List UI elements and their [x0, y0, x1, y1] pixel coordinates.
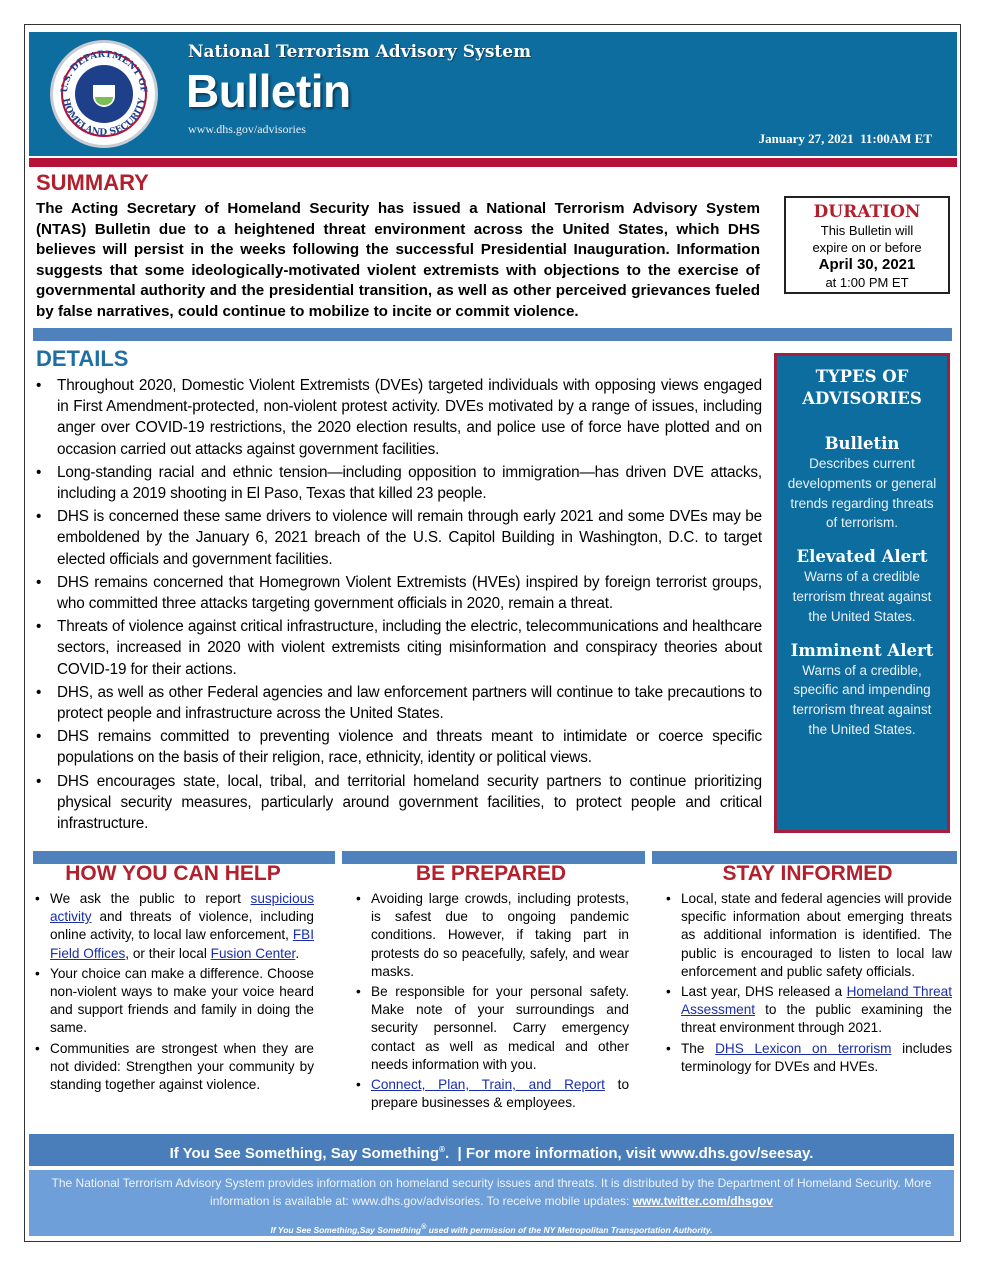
help-item: • We ask the public to report suspicious activity and threats of violence, including online activity, to local law enforcement, FBI Field Offices, or their local Fusion Center. — [32, 890, 314, 963]
help-item: • Your choice can make a difference. Choose non-violent ways to make your voice heard and support friends and family in doing the same. — [32, 965, 314, 1038]
details-list — [36, 375, 762, 836]
duration-line1: This Bulletin will — [820, 223, 914, 238]
details-item: • DHS, as well as other Federal agencies and law enforcement partners will continue to take precautions to protect people and infrastructure across the United States. — [36, 682, 762, 724]
homeland-threat-assessment-link[interactable]: Homeland Threat Assessment — [681, 984, 952, 1018]
types-of-advisories-box — [774, 353, 950, 833]
svg-text:U.S. DEPARTMENT OF: U.S. DEPARTMENT OF — [59, 49, 149, 94]
advisory-type-desc: Warns of a credible, specific and impending terrorism threat against the United States. — [792, 662, 932, 737]
svg-text:HOMELAND SECURITY: HOMELAND SECURITY — [60, 97, 148, 139]
details-item: • DHS encourages state, local, tribal, and territorial homeland security partners to continue prioritizing physical security measures, particularly around government facilities, to protect people and critical infrastructure. — [36, 771, 762, 835]
advisories-url[interactable]: www.dhs.gov/advisories — [188, 122, 306, 136]
advisory-type-desc: Describes current developments or general trends regarding threats of terrorism. — [787, 456, 937, 531]
system-name: National Terrorism Advisory System — [188, 42, 532, 62]
advisory-type-name: Imminent Alert — [790, 640, 934, 660]
permission-note: If You See Something,Say Something® used with permission of the NY Metropolitan Transportation Authority. — [270, 1223, 713, 1235]
types-heading-line2: ADVISORIES — [802, 389, 922, 408]
advisory-type-name: Elevated Alert — [796, 547, 928, 567]
help-item: • Communities are strongest when they are not divided: Strengthen your community by standing together against violence. — [32, 1040, 314, 1095]
see-something-banner: If You See Something, Say Something®. | For more information, visit www.dhs.gov/seesay. — [29, 1134, 954, 1166]
fusion-center-link[interactable]: Fusion Center — [210, 945, 296, 961]
duration-line2: expire on or before — [812, 240, 922, 255]
prepared-item: • Avoiding large crowds, including protests, is safest due to ongoing pandemic conditions. However, if taking part in protests do so peacefully, safely, and wear masks. — [353, 890, 629, 981]
advisory-type-desc: Warns of a credible terrorism threat against the United States. — [792, 569, 932, 624]
informed-heading: STAY INFORMED — [722, 862, 893, 885]
prepared-heading: BE PREPARED — [415, 862, 567, 885]
issue-date: January 27, 2021 11:00AM ET — [758, 131, 932, 146]
prepared-item: • Be responsible for your personal safety. Make note of your surroundings and security personnel. Carry emergency contact as well as medical and other needs information with you. — [353, 983, 629, 1074]
prepared-item: • Connect, Plan, Train, and Report to prepare businesses & employees. — [353, 1076, 629, 1112]
bulletin-title: Bulletin — [186, 65, 351, 117]
details-item: • DHS is concerned these same drivers to violence will remain through early 2021 and some DVEs may be emboldened by the January 6, 2021 breach of the U.S. Capitol Building in Washington, D.C. to target elected officials and government facilities. — [36, 506, 762, 570]
summary-heading: SUMMARY — [36, 170, 149, 195]
details-item: • Throughout 2020, Domestic Violent Extremists (DVEs) targeted individuals with opposing views engaged in First Amendment-protected, non-violent protest activity. DVEs motivated by a range of issues, including anger over COVID-19 restrictions, the 2020 election results, and police use of force have plotted and on occasion carried out attacks against government facilities. — [36, 375, 762, 460]
how-you-can-help-section — [32, 862, 314, 1096]
expiry-time: at 1:00 PM ET — [825, 275, 909, 290]
types-heading-line1: TYPES OF — [815, 367, 909, 386]
stay-informed-section — [663, 862, 952, 1078]
dhs-lexicon-link[interactable]: DHS Lexicon on terrorism — [715, 1040, 892, 1056]
details-heading: DETAILS — [36, 346, 129, 371]
dhs-seal-icon — [50, 40, 158, 148]
details-item: • DHS remains concerned that Homegrown Violent Extremists (HVEs) inspired by foreign terrorist groups, who committed three attacks targeting government officials in 2020, remain a threat. — [36, 572, 762, 614]
details-item: • DHS remains committed to preventing violence and threats meant to intimidate or coerce specific populations on the basis of their religion, race, ethnicity, identity or political views. — [36, 726, 762, 768]
be-prepared-section — [353, 862, 629, 1114]
advisory-type-name: Bulletin — [824, 434, 900, 453]
header-red-bar — [29, 158, 957, 167]
informed-item: • Last year, DHS released a Homeland Threat Assessment to the public examining the threat environment through 2021. — [663, 983, 952, 1038]
duration-heading: DURATION — [813, 202, 921, 222]
duration-box — [784, 196, 950, 294]
connect-plan-train-report-link[interactable]: Connect, Plan, Train, and Report — [371, 1077, 605, 1093]
footer-text: The National Terrorism Advisory System provides information on homeland security issues and threats. It is distributed by the Department of Homeland Security. More information is available at: www.dhs.gov/advisories. To receive mobile updates: — [51, 1176, 932, 1208]
fbi-field-offices-link[interactable]: FBI Field Offices — [50, 927, 314, 961]
twitter-link[interactable]: www.twitter.com/dhsgov — [632, 1194, 773, 1208]
footer-info — [29, 1170, 954, 1236]
details-item: • Long-standing racial and ethnic tension—including opposition to immigration—has driven DVE attacks, including a 2019 shooting in El Paso, Texas that killed 23 people. — [36, 462, 762, 504]
divider-bar — [33, 328, 952, 341]
details-item: • Threats of violence against critical infrastructure, including the electric, telecommunications and healthcare sectors, increased in 2020 with violent extremists citing misinformation and conspiracy theories about COVID-19 for their actions. — [36, 616, 762, 680]
suspicious-activity-link[interactable]: suspicious activity — [50, 891, 314, 925]
summary-text: The Acting Secretary of Homeland Security has issued a National Terrorism Advisory System (NTAS) Bulletin due to a heightened threat environment across the United States, which DHS believes will persist in the weeks following the successful Presidential Inauguration. Information suggests that some ideologically-motivated violent extremists with objections to the exercise of governmental authority and the presidential transition, as well as other perceived grievances fueled by false narratives, could continue to mobilize to incite or commit violence. — [36, 200, 760, 320]
expiry-date: April 30, 2021 — [818, 256, 916, 273]
informed-item: • Local, state and federal agencies will provide specific information about emerging threats as additional information is identified. The public is encouraged to listen to local law enforcement and public safety officials. — [663, 890, 952, 981]
help-heading: HOW YOU CAN HELP — [65, 862, 281, 885]
informed-item: • The DHS Lexicon on terrorism includes terminology for DVEs and HVEs. — [663, 1040, 952, 1076]
